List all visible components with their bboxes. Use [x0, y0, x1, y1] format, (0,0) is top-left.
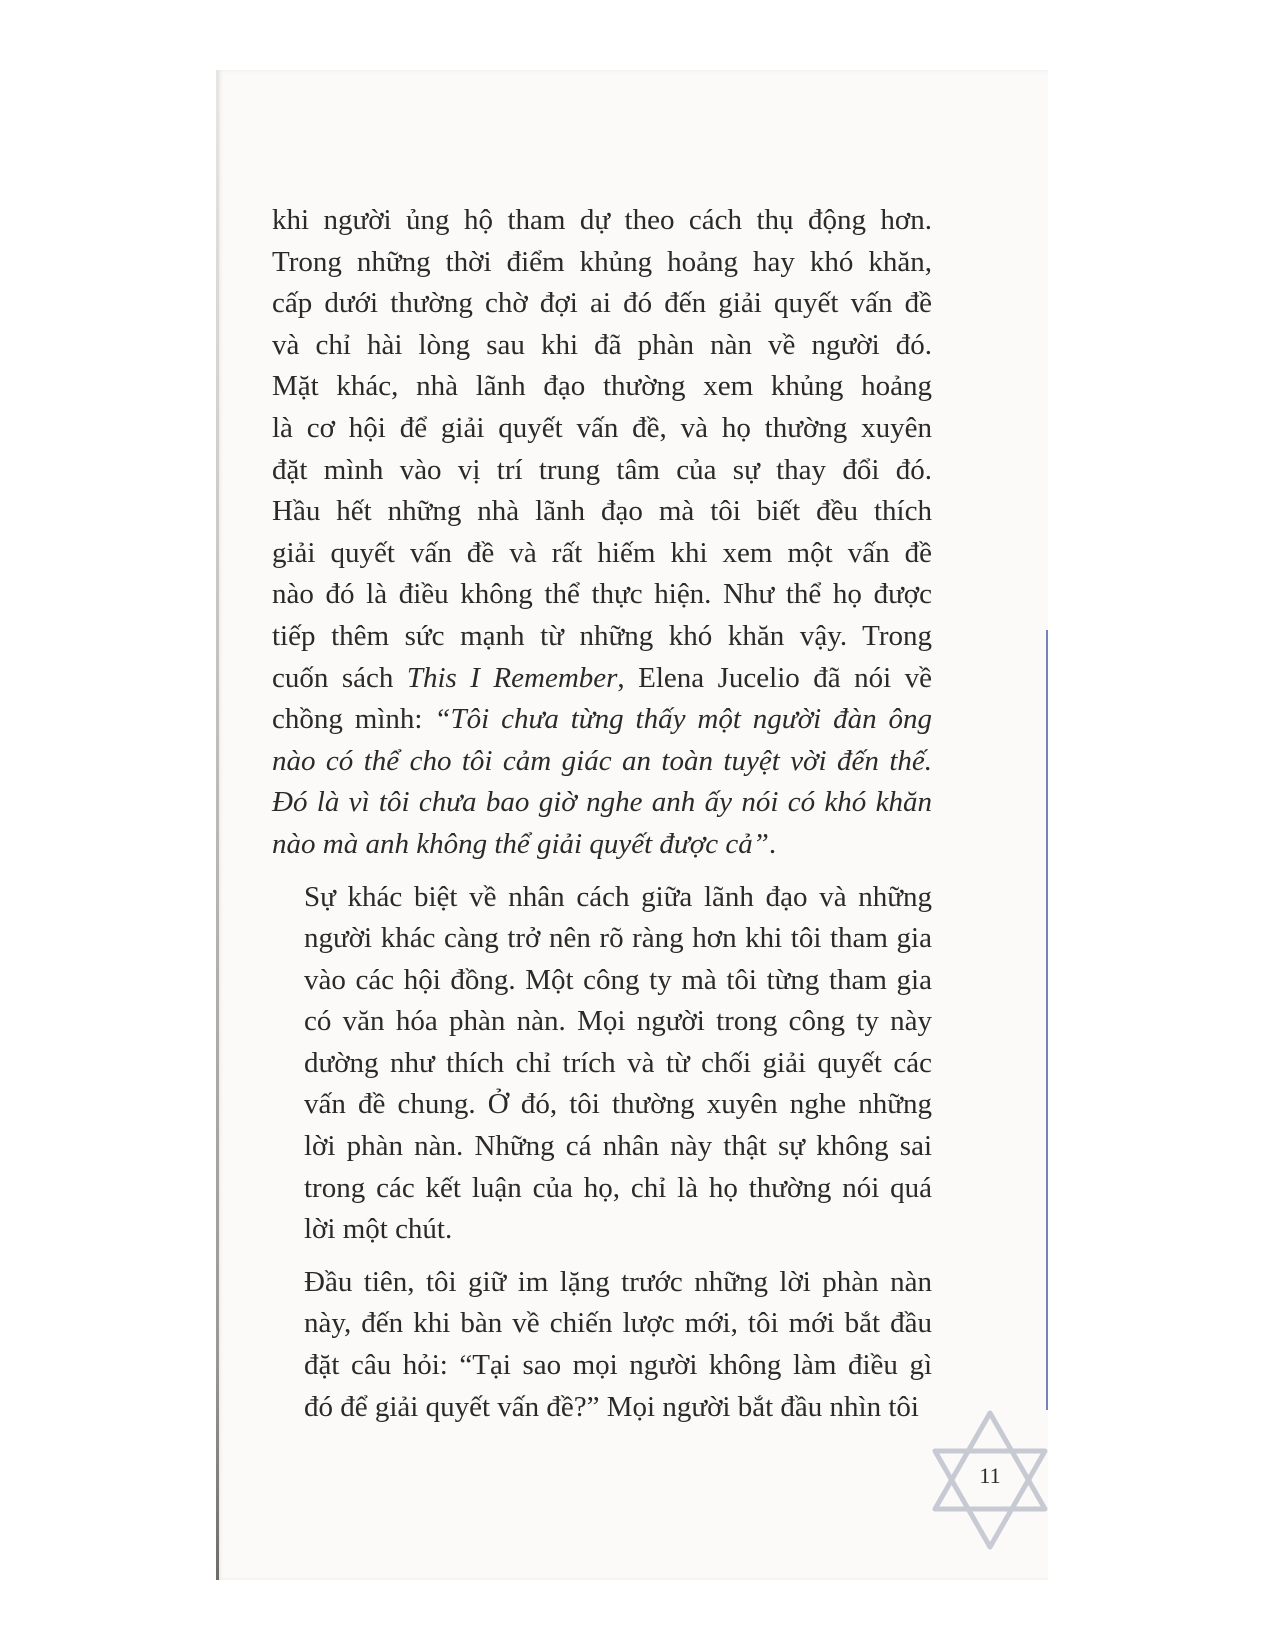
text-segment: giải quyết vấn đề và rất hiếm khi xem một vấn đề	[272, 536, 932, 569]
text-line	[272, 450, 932, 492]
text-line	[272, 699, 932, 741]
text-segment: Đầu tiên, tôi giữ im lặng trước những lời phàn nàn	[304, 1265, 932, 1298]
text-line	[272, 242, 932, 284]
text-segment: lời phàn nàn. Những cá nhân này thật sự không sai	[304, 1130, 932, 1163]
text-line	[272, 741, 932, 783]
text-line	[272, 658, 932, 700]
paragraph	[272, 200, 932, 866]
text-line	[272, 533, 932, 575]
text-segment: nào đó là điều không thể thực hiện. Như thể họ được	[272, 578, 932, 611]
text-segment: lời một chút.	[304, 1213, 453, 1246]
text-segment: là cơ hội để giải quyết vấn đề, và họ thường xuyên	[272, 411, 932, 444]
text-segment: vấn đề chung. Ở đó, tôi thường xuyên nghe những	[304, 1088, 932, 1121]
paragraph	[272, 877, 932, 1251]
text-segment: và chỉ hài lòng sau khi đã phàn nàn về người đó.	[272, 328, 932, 361]
text-segment: Hầu hết những nhà lãnh đạo mà tôi biết đều thích	[272, 495, 932, 528]
text-line	[272, 960, 932, 1002]
text-line	[272, 1168, 932, 1210]
page-number: 11	[979, 1463, 1001, 1488]
text-segment: đặt mình vào vị trí trung tâm của sự thay đổi đó.	[272, 453, 932, 486]
text-line	[272, 200, 932, 242]
text-segment: cuốn sách	[272, 661, 407, 694]
text-line	[272, 1084, 932, 1126]
text-segment: , Elena Jucelio đã nói về	[617, 661, 932, 694]
text-line	[272, 491, 932, 533]
italic-text-segment: This I Remember	[406, 661, 618, 694]
text-line	[272, 918, 932, 960]
text-segment: đặt câu hỏi: “Tại sao mọi người không làm điều gì	[304, 1349, 932, 1382]
text-line	[272, 574, 932, 616]
text-line	[272, 325, 932, 367]
text-segment: dường như thích chỉ trích và từ chối giải quyết các	[304, 1046, 932, 1079]
text-segment: cấp dưới thường chờ đợi ai đó đến giải quyết vấn đề	[272, 287, 932, 320]
text-segment: Mặt khác, nhà lãnh đạo thường xem khủng hoảng	[272, 370, 932, 403]
text-line	[272, 1043, 932, 1085]
text-line	[272, 1345, 932, 1387]
text-segment: Sự khác biệt về nhân cách giữa lãnh đạo và những	[304, 880, 932, 913]
text-segment: vào các hội đồng. Một công ty mà tôi từng tham gia	[304, 963, 932, 996]
text-line	[272, 1303, 932, 1345]
text-segment: trong các kết luận của họ, chỉ là họ thường nói quá	[304, 1171, 932, 1204]
page-gutter-shadow	[216, 70, 219, 1580]
italic-text-segment: nào có thể cho tôi cảm giác an toàn tuyệt vời đến thế.	[272, 744, 932, 777]
text-segment: đó để giải quyết vấn đề?” Mọi người bắt đầu nhìn tôi	[304, 1390, 919, 1423]
text-line	[272, 877, 932, 919]
text-segment: người khác càng trở nên rõ ràng hơn khi tôi tham gia	[304, 922, 932, 955]
body-text	[272, 200, 932, 1428]
text-line	[272, 616, 932, 658]
italic-text-segment: “Tôi chưa từng thấy một người đàn ông	[434, 703, 932, 736]
text-segment: khi người ủng hộ tham dự theo cách thụ động hơn.	[272, 204, 932, 236]
text-segment: .	[768, 827, 777, 860]
text-line	[272, 824, 932, 866]
italic-text-segment: Đó là vì tôi chưa bao giờ nghe anh ấy nói có khó khăn	[272, 786, 932, 819]
text-segment: có văn hóa phàn nàn. Mọi người trong công ty này	[304, 1005, 932, 1038]
text-line	[272, 1209, 932, 1251]
page-edge-accent	[1046, 630, 1048, 1410]
text-line	[272, 283, 932, 325]
text-line	[272, 1262, 932, 1304]
text-segment: Trong những thời điểm khủng hoảng hay khó khăn,	[272, 245, 932, 278]
text-line	[272, 366, 932, 408]
text-line	[272, 408, 932, 450]
text-segment: chồng mình:	[272, 703, 435, 736]
text-line	[272, 1126, 932, 1168]
text-segment: này, đến khi bàn về chiến lược mới, tôi mới bắt đầu	[304, 1307, 932, 1340]
paragraph	[272, 1262, 932, 1428]
text-line	[272, 782, 932, 824]
text-line	[272, 1387, 932, 1429]
italic-text-segment: nào mà anh không thể giải quyết được cả”	[272, 827, 769, 860]
text-segment: tiếp thêm sức mạnh từ những khó khăn vậy. Trong	[272, 619, 932, 652]
text-line	[272, 1001, 932, 1043]
